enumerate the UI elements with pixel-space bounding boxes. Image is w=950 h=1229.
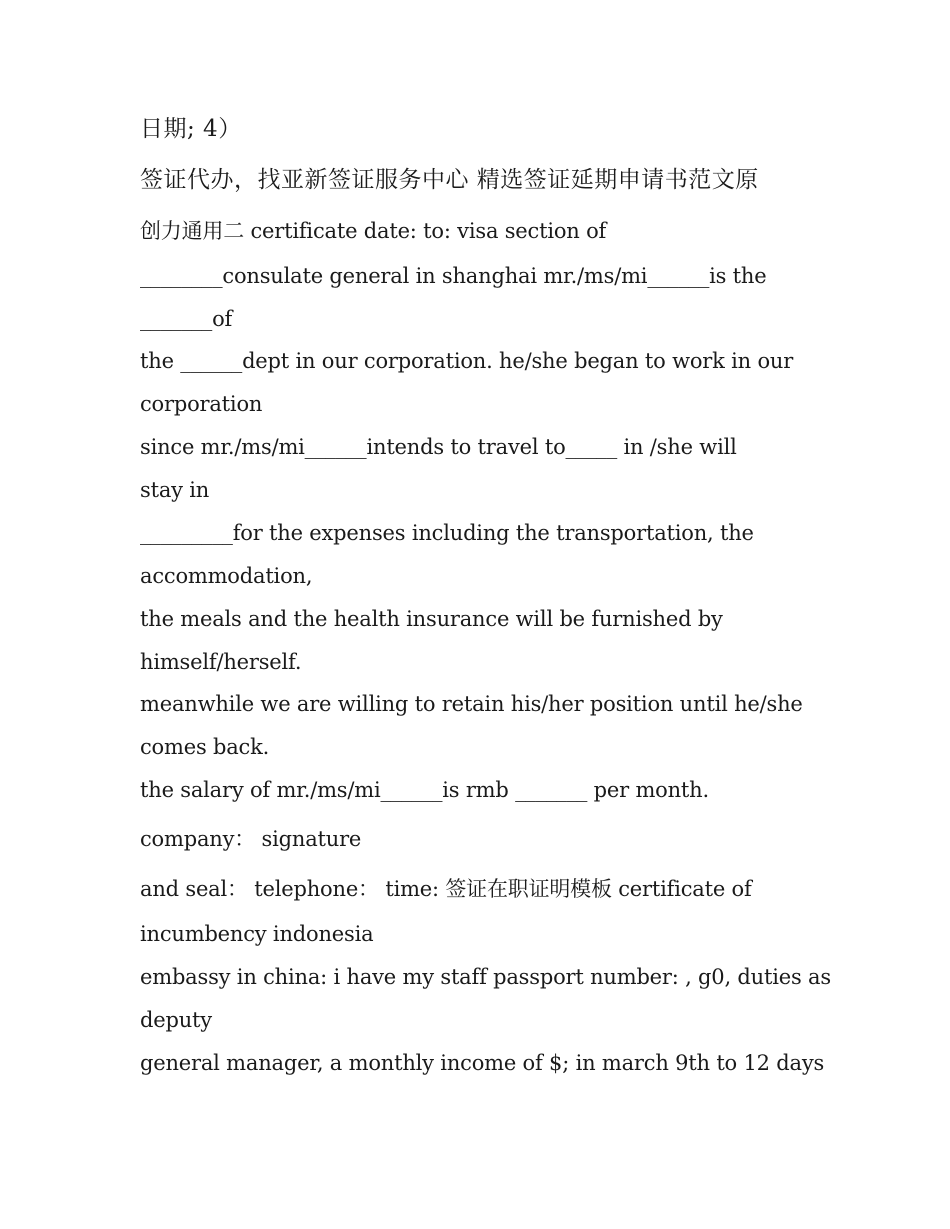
text-line-seal: and seal： telephone： time: 签证在职证明模板 certificate of [140,877,752,901]
text-line-certificate: 创力通用二 certificate date: to: visa section of [140,219,607,243]
text-line-comes-back: comes back. [140,735,270,759]
text-line-company: company： signature [140,827,362,851]
text-line-date: 日期; 4） [140,116,242,142]
text-line-expenses: _________for the expenses including the transportation, the [140,521,754,545]
text-line-salary: the salary of mr./ms/mi______is rmb _______ per month. [140,778,709,802]
text-line-dept: the ______dept in our corporation. he/she began to work in our [140,349,794,373]
text-line-corporation: corporation [140,392,263,416]
text-line-incumbency: incumbency indonesia [140,922,374,946]
text-line-of: _______of [140,307,233,331]
text-line-heading: 签证代办，找亚新签证服务中心 精选签证延期申请书范文原 [140,167,759,193]
text-line-general-manager: general manager, a monthly income of $; in march 9th to 12 days [140,1051,825,1075]
text-line-meanwhile: meanwhile we are willing to retain his/her position until he/she [140,692,803,716]
text-line-meals: the meals and the health insurance will be furnished by [140,607,723,631]
text-line-travel: since mr./ms/mi______intends to travel to_____ in /she will [140,435,737,459]
text-line-consulate: ________consulate general in shanghai mr./ms/mi______is the [140,264,767,288]
text-line-deputy: deputy [140,1008,212,1032]
text-line-embassy: embassy in china: i have my staff passport number: , g0, duties as [140,965,831,989]
text-line-accommodation: accommodation, [140,564,313,588]
text-line-himself: himself/herself. [140,650,302,674]
text-line-stay: stay in [140,478,210,502]
